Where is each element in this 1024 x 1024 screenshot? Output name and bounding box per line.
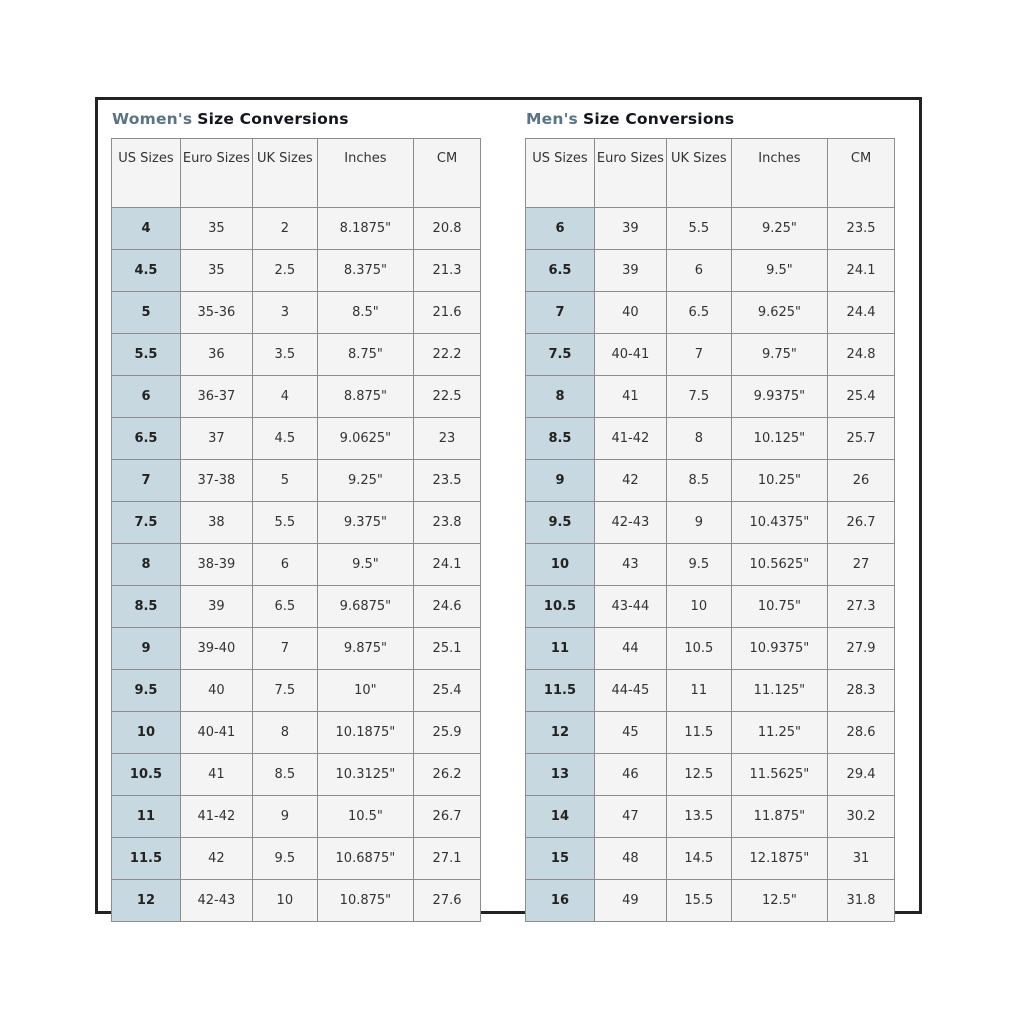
us-size-cell: 8.5 [526, 418, 595, 460]
mens-table-body [526, 208, 895, 922]
column-header: Inches [317, 139, 413, 208]
table-cell: 9.5 [252, 838, 317, 880]
table-cell: 20.8 [414, 208, 481, 250]
us-size-cell: 8.5 [112, 586, 181, 628]
table-row [112, 208, 481, 250]
table-row [112, 670, 481, 712]
us-size-cell: 9.5 [526, 502, 595, 544]
table-cell: 27.3 [828, 586, 895, 628]
us-size-cell: 7.5 [526, 334, 595, 376]
table-cell: 26.2 [414, 754, 481, 796]
womens-table-body [112, 208, 481, 922]
table-cell: 8.375" [317, 250, 413, 292]
us-size-cell: 12 [526, 712, 595, 754]
table-cell: 25.1 [414, 628, 481, 670]
table-row [526, 670, 895, 712]
table-cell: 10.125" [731, 418, 827, 460]
womens-table-section [111, 107, 481, 922]
table-cell: 15.5 [666, 880, 731, 922]
table-cell: 9.625" [731, 292, 827, 334]
womens-table-title [112, 107, 481, 131]
womens-size-table [111, 138, 481, 922]
table-cell: 9.375" [317, 502, 413, 544]
table-row [112, 880, 481, 922]
table-cell: 26.7 [414, 796, 481, 838]
table-row [526, 838, 895, 880]
table-cell: 4 [252, 376, 317, 418]
table-cell: 6 [666, 250, 731, 292]
table-row [112, 586, 481, 628]
us-size-cell: 10.5 [526, 586, 595, 628]
table-cell: 35 [180, 250, 252, 292]
table-cell: 14.5 [666, 838, 731, 880]
table-cell: 27.1 [414, 838, 481, 880]
table-cell: 10.5" [317, 796, 413, 838]
table-cell: 11.875" [731, 796, 827, 838]
table-cell: 43 [594, 544, 666, 586]
table-cell: 28.6 [828, 712, 895, 754]
table-cell: 11.125" [731, 670, 827, 712]
table-row [526, 712, 895, 754]
table-cell: 24.1 [828, 250, 895, 292]
table-cell: 36 [180, 334, 252, 376]
table-cell: 10.6875" [317, 838, 413, 880]
table-cell: 8.5 [666, 460, 731, 502]
table-cell: 44-45 [594, 670, 666, 712]
column-header: CM [414, 139, 481, 208]
us-size-cell: 15 [526, 838, 595, 880]
table-cell: 3 [252, 292, 317, 334]
table-cell: 8.5 [252, 754, 317, 796]
table-cell: 49 [594, 880, 666, 922]
us-size-cell: 8 [112, 544, 181, 586]
header-row [112, 139, 481, 208]
column-header: Euro Sizes [594, 139, 666, 208]
table-cell: 25.4 [828, 376, 895, 418]
table-cell: 8.75" [317, 334, 413, 376]
us-size-cell: 6.5 [526, 250, 595, 292]
table-cell: 10.4375" [731, 502, 827, 544]
table-cell: 7.5 [666, 376, 731, 418]
title-word-womens: Women's [112, 110, 193, 128]
us-size-cell: 5 [112, 292, 181, 334]
table-row [112, 838, 481, 880]
table-cell: 10 [666, 586, 731, 628]
table-cell: 39 [180, 586, 252, 628]
table-cell: 9.6875" [317, 586, 413, 628]
us-size-cell: 8 [526, 376, 595, 418]
column-header: CM [828, 139, 895, 208]
table-cell: 2 [252, 208, 317, 250]
table-cell: 35 [180, 208, 252, 250]
table-row [526, 628, 895, 670]
table-cell: 8 [252, 712, 317, 754]
us-size-cell: 12 [112, 880, 181, 922]
column-header: UK Sizes [666, 139, 731, 208]
table-cell: 30.2 [828, 796, 895, 838]
womens-table-header [112, 139, 481, 208]
table-row [526, 586, 895, 628]
size-chart-panel [95, 97, 922, 914]
table-cell: 7 [252, 628, 317, 670]
header-row [526, 139, 895, 208]
table-cell: 40-41 [180, 712, 252, 754]
table-cell: 11.5 [666, 712, 731, 754]
table-cell: 10.9375" [731, 628, 827, 670]
table-cell: 38-39 [180, 544, 252, 586]
table-cell: 9 [252, 796, 317, 838]
mens-table-title [526, 107, 895, 131]
column-header: UK Sizes [252, 139, 317, 208]
column-header: Euro Sizes [180, 139, 252, 208]
table-cell: 11.5625" [731, 754, 827, 796]
table-cell: 24.6 [414, 586, 481, 628]
column-header: Inches [731, 139, 827, 208]
table-cell: 39 [594, 250, 666, 292]
table-cell: 27 [828, 544, 895, 586]
table-cell: 23 [414, 418, 481, 460]
table-row [112, 460, 481, 502]
table-cell: 5.5 [252, 502, 317, 544]
table-cell: 22.5 [414, 376, 481, 418]
table-cell: 21.3 [414, 250, 481, 292]
us-size-cell: 4.5 [112, 250, 181, 292]
us-size-cell: 11.5 [112, 838, 181, 880]
table-cell: 11 [666, 670, 731, 712]
table-row [112, 418, 481, 460]
table-cell: 4.5 [252, 418, 317, 460]
table-cell: 6.5 [252, 586, 317, 628]
mens-table-header [526, 139, 895, 208]
us-size-cell: 4 [112, 208, 181, 250]
us-size-cell: 10 [526, 544, 595, 586]
table-cell: 13.5 [666, 796, 731, 838]
table-cell: 25.7 [828, 418, 895, 460]
table-cell: 24.4 [828, 292, 895, 334]
table-cell: 12.1875" [731, 838, 827, 880]
table-cell: 7 [666, 334, 731, 376]
table-cell: 43-44 [594, 586, 666, 628]
us-size-cell: 7 [526, 292, 595, 334]
us-size-cell: 14 [526, 796, 595, 838]
table-cell: 8.5" [317, 292, 413, 334]
table-row [526, 502, 895, 544]
table-row [112, 334, 481, 376]
us-size-cell: 6 [112, 376, 181, 418]
us-size-cell: 11 [112, 796, 181, 838]
table-cell: 9.5" [731, 250, 827, 292]
us-size-cell: 10 [112, 712, 181, 754]
us-size-cell: 11.5 [526, 670, 595, 712]
table-cell: 41-42 [594, 418, 666, 460]
table-cell: 31 [828, 838, 895, 880]
table-cell: 9.5" [317, 544, 413, 586]
us-size-cell: 16 [526, 880, 595, 922]
table-cell: 3.5 [252, 334, 317, 376]
table-cell: 9.9375" [731, 376, 827, 418]
table-row [112, 376, 481, 418]
table-cell: 26 [828, 460, 895, 502]
table-cell: 21.6 [414, 292, 481, 334]
mens-size-table [525, 138, 895, 922]
table-cell: 10" [317, 670, 413, 712]
table-cell: 27.9 [828, 628, 895, 670]
table-cell: 37-38 [180, 460, 252, 502]
us-size-cell: 6.5 [112, 418, 181, 460]
table-row [112, 712, 481, 754]
table-cell: 10.75" [731, 586, 827, 628]
table-cell: 9.0625" [317, 418, 413, 460]
us-size-cell: 5.5 [112, 334, 181, 376]
table-row [526, 376, 895, 418]
table-cell: 6 [252, 544, 317, 586]
table-cell: 42 [594, 460, 666, 502]
table-cell: 47 [594, 796, 666, 838]
mens-table-section [525, 107, 895, 922]
table-cell: 41 [594, 376, 666, 418]
table-cell: 29.4 [828, 754, 895, 796]
table-cell: 9 [666, 502, 731, 544]
table-cell: 27.6 [414, 880, 481, 922]
us-size-cell: 13 [526, 754, 595, 796]
us-size-cell: 9 [526, 460, 595, 502]
us-size-cell: 10.5 [112, 754, 181, 796]
us-size-cell: 7.5 [112, 502, 181, 544]
table-cell: 7.5 [252, 670, 317, 712]
table-row [112, 628, 481, 670]
table-cell: 23.5 [828, 208, 895, 250]
table-cell: 46 [594, 754, 666, 796]
table-row [526, 250, 895, 292]
table-cell: 40 [180, 670, 252, 712]
table-cell: 31.8 [828, 880, 895, 922]
table-cell: 8.1875" [317, 208, 413, 250]
title-word-mens: Men's [526, 110, 578, 128]
title-words-size-conversions: Size Conversions [197, 110, 349, 128]
table-cell: 10.1875" [317, 712, 413, 754]
table-row [526, 754, 895, 796]
table-row [526, 460, 895, 502]
table-cell: 10.5 [666, 628, 731, 670]
table-row [112, 544, 481, 586]
table-cell: 39 [594, 208, 666, 250]
table-cell: 9.5 [666, 544, 731, 586]
table-cell: 24.1 [414, 544, 481, 586]
table-row [526, 292, 895, 334]
table-cell: 9.25" [317, 460, 413, 502]
table-cell: 40 [594, 292, 666, 334]
table-row [526, 544, 895, 586]
table-row [112, 292, 481, 334]
table-cell: 23.5 [414, 460, 481, 502]
table-cell: 42-43 [594, 502, 666, 544]
table-cell: 36-37 [180, 376, 252, 418]
table-cell: 10.875" [317, 880, 413, 922]
us-size-cell: 6 [526, 208, 595, 250]
table-cell: 41 [180, 754, 252, 796]
table-cell: 40-41 [594, 334, 666, 376]
table-cell: 42-43 [180, 880, 252, 922]
table-cell: 9.75" [731, 334, 827, 376]
table-cell: 12.5 [666, 754, 731, 796]
table-cell: 39-40 [180, 628, 252, 670]
table-cell: 8.875" [317, 376, 413, 418]
table-cell: 25.4 [414, 670, 481, 712]
table-cell: 12.5" [731, 880, 827, 922]
us-size-cell: 9.5 [112, 670, 181, 712]
table-row [526, 418, 895, 460]
table-cell: 42 [180, 838, 252, 880]
table-cell: 10 [252, 880, 317, 922]
table-cell: 6.5 [666, 292, 731, 334]
us-size-cell: 11 [526, 628, 595, 670]
table-cell: 11.25" [731, 712, 827, 754]
table-cell: 37 [180, 418, 252, 460]
column-header: US Sizes [112, 139, 181, 208]
table-cell: 26.7 [828, 502, 895, 544]
table-cell: 10.25" [731, 460, 827, 502]
table-cell: 28.3 [828, 670, 895, 712]
table-cell: 25.9 [414, 712, 481, 754]
table-cell: 5 [252, 460, 317, 502]
title-words-size-conversions: Size Conversions [582, 110, 735, 128]
table-cell: 23.8 [414, 502, 481, 544]
table-row [112, 796, 481, 838]
table-cell: 44 [594, 628, 666, 670]
table-cell: 24.8 [828, 334, 895, 376]
table-cell: 38 [180, 502, 252, 544]
table-row [526, 208, 895, 250]
table-cell: 48 [594, 838, 666, 880]
table-cell: 10.3125" [317, 754, 413, 796]
table-cell: 45 [594, 712, 666, 754]
us-size-cell: 9 [112, 628, 181, 670]
table-cell: 9.25" [731, 208, 827, 250]
table-cell: 10.5625" [731, 544, 827, 586]
table-row [112, 250, 481, 292]
table-cell: 9.875" [317, 628, 413, 670]
column-header: US Sizes [526, 139, 595, 208]
table-cell: 41-42 [180, 796, 252, 838]
table-row [526, 796, 895, 838]
table-cell: 22.2 [414, 334, 481, 376]
table-row [112, 754, 481, 796]
table-row [526, 334, 895, 376]
table-cell: 5.5 [666, 208, 731, 250]
table-row [112, 502, 481, 544]
table-cell: 8 [666, 418, 731, 460]
table-cell: 2.5 [252, 250, 317, 292]
us-size-cell: 7 [112, 460, 181, 502]
table-row [526, 880, 895, 922]
table-cell: 35-36 [180, 292, 252, 334]
